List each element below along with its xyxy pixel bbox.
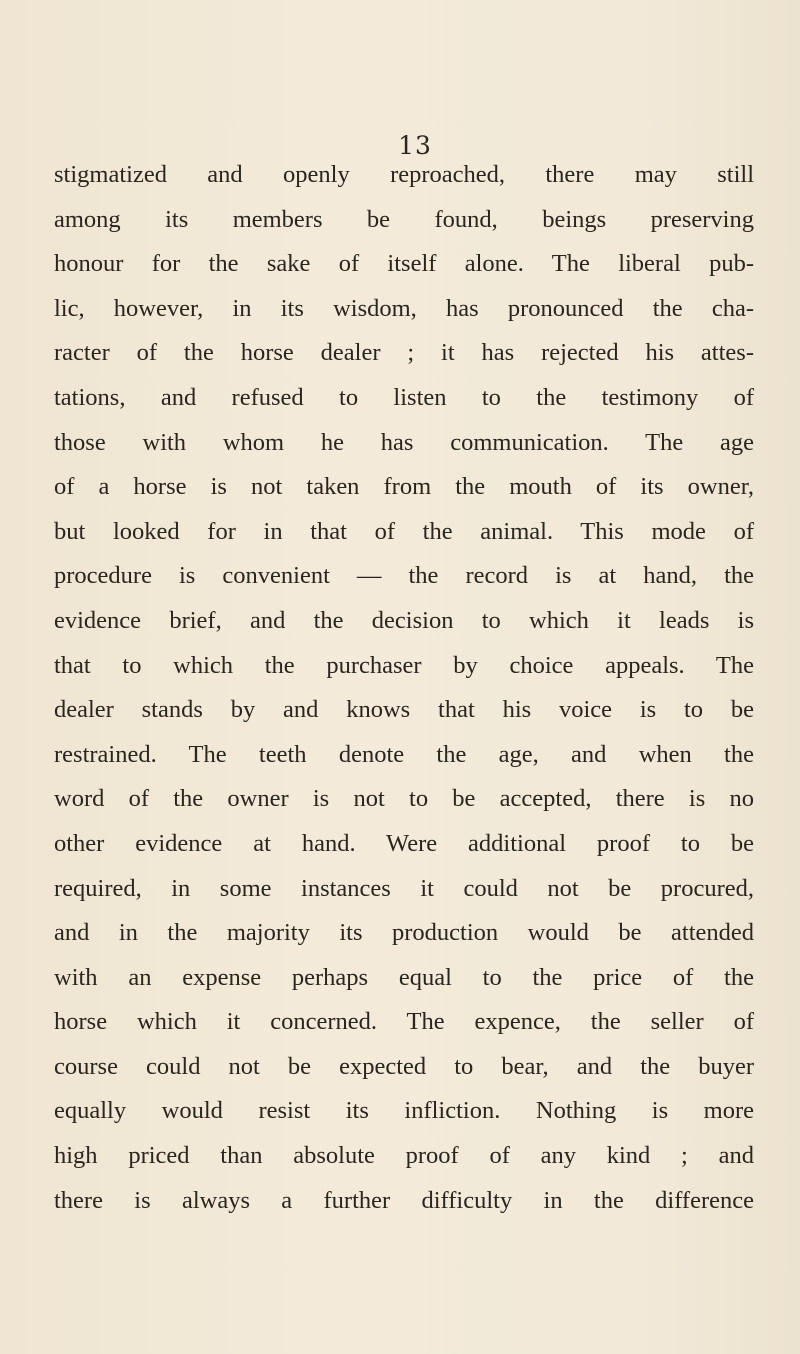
text-line: restrained. The teeth denote the age, and when the <box>54 740 754 768</box>
page-number: 13 <box>398 131 432 160</box>
text-line: there is always a further difficulty in the difference <box>54 1186 754 1214</box>
text-line: among its members be found, beings preserving <box>54 205 754 233</box>
text-line: stigmatized and openly reproached, there may still <box>54 161 754 188</box>
text-line: evidence brief, and the decision to which it leads is <box>54 606 754 634</box>
text-line: racter of the horse dealer ; it has rejected his attes- <box>54 339 754 367</box>
text-line: that to which the purchaser by choice appeals. The <box>54 651 754 679</box>
text-line: procedure is convenient — the record is at hand, the <box>54 562 754 590</box>
text-line: dealer stands by and knows that his voice is to be <box>54 696 754 724</box>
text-line: and in the majority its production would be attended <box>54 919 754 947</box>
text-line: but looked for in that of the animal. This mode of <box>54 517 754 545</box>
text-line: lic, however, in its wisdom, has pronounced the cha- <box>54 294 754 322</box>
text-line: other evidence at hand. Were additional proof to be <box>54 829 754 857</box>
text-line: equally would resist its infliction. Nothing is more <box>54 1097 754 1125</box>
text-line: horse which it concerned. The expence, the seller of <box>54 1008 754 1036</box>
text-line: honour for the sake of itself alone. The liberal pub- <box>54 250 754 278</box>
text-line: required, in some instances it could not be procured, <box>54 874 754 902</box>
text-line: high priced than absolute proof of any kind ; and <box>54 1142 754 1170</box>
text-line: with an expense perhaps equal to the price of the <box>54 963 754 991</box>
body-text <box>54 153 754 1223</box>
text-line: those with whom he has communication. The age <box>54 428 754 456</box>
text-line: word of the owner is not to be accepted, there is no <box>54 785 754 813</box>
text-line: course could not be expected to bear, and the buyer <box>54 1052 754 1080</box>
text-line: tations, and refused to listen to the testimony of <box>54 383 754 411</box>
text-line: of a horse is not taken from the mouth of its owner, <box>54 473 754 501</box>
